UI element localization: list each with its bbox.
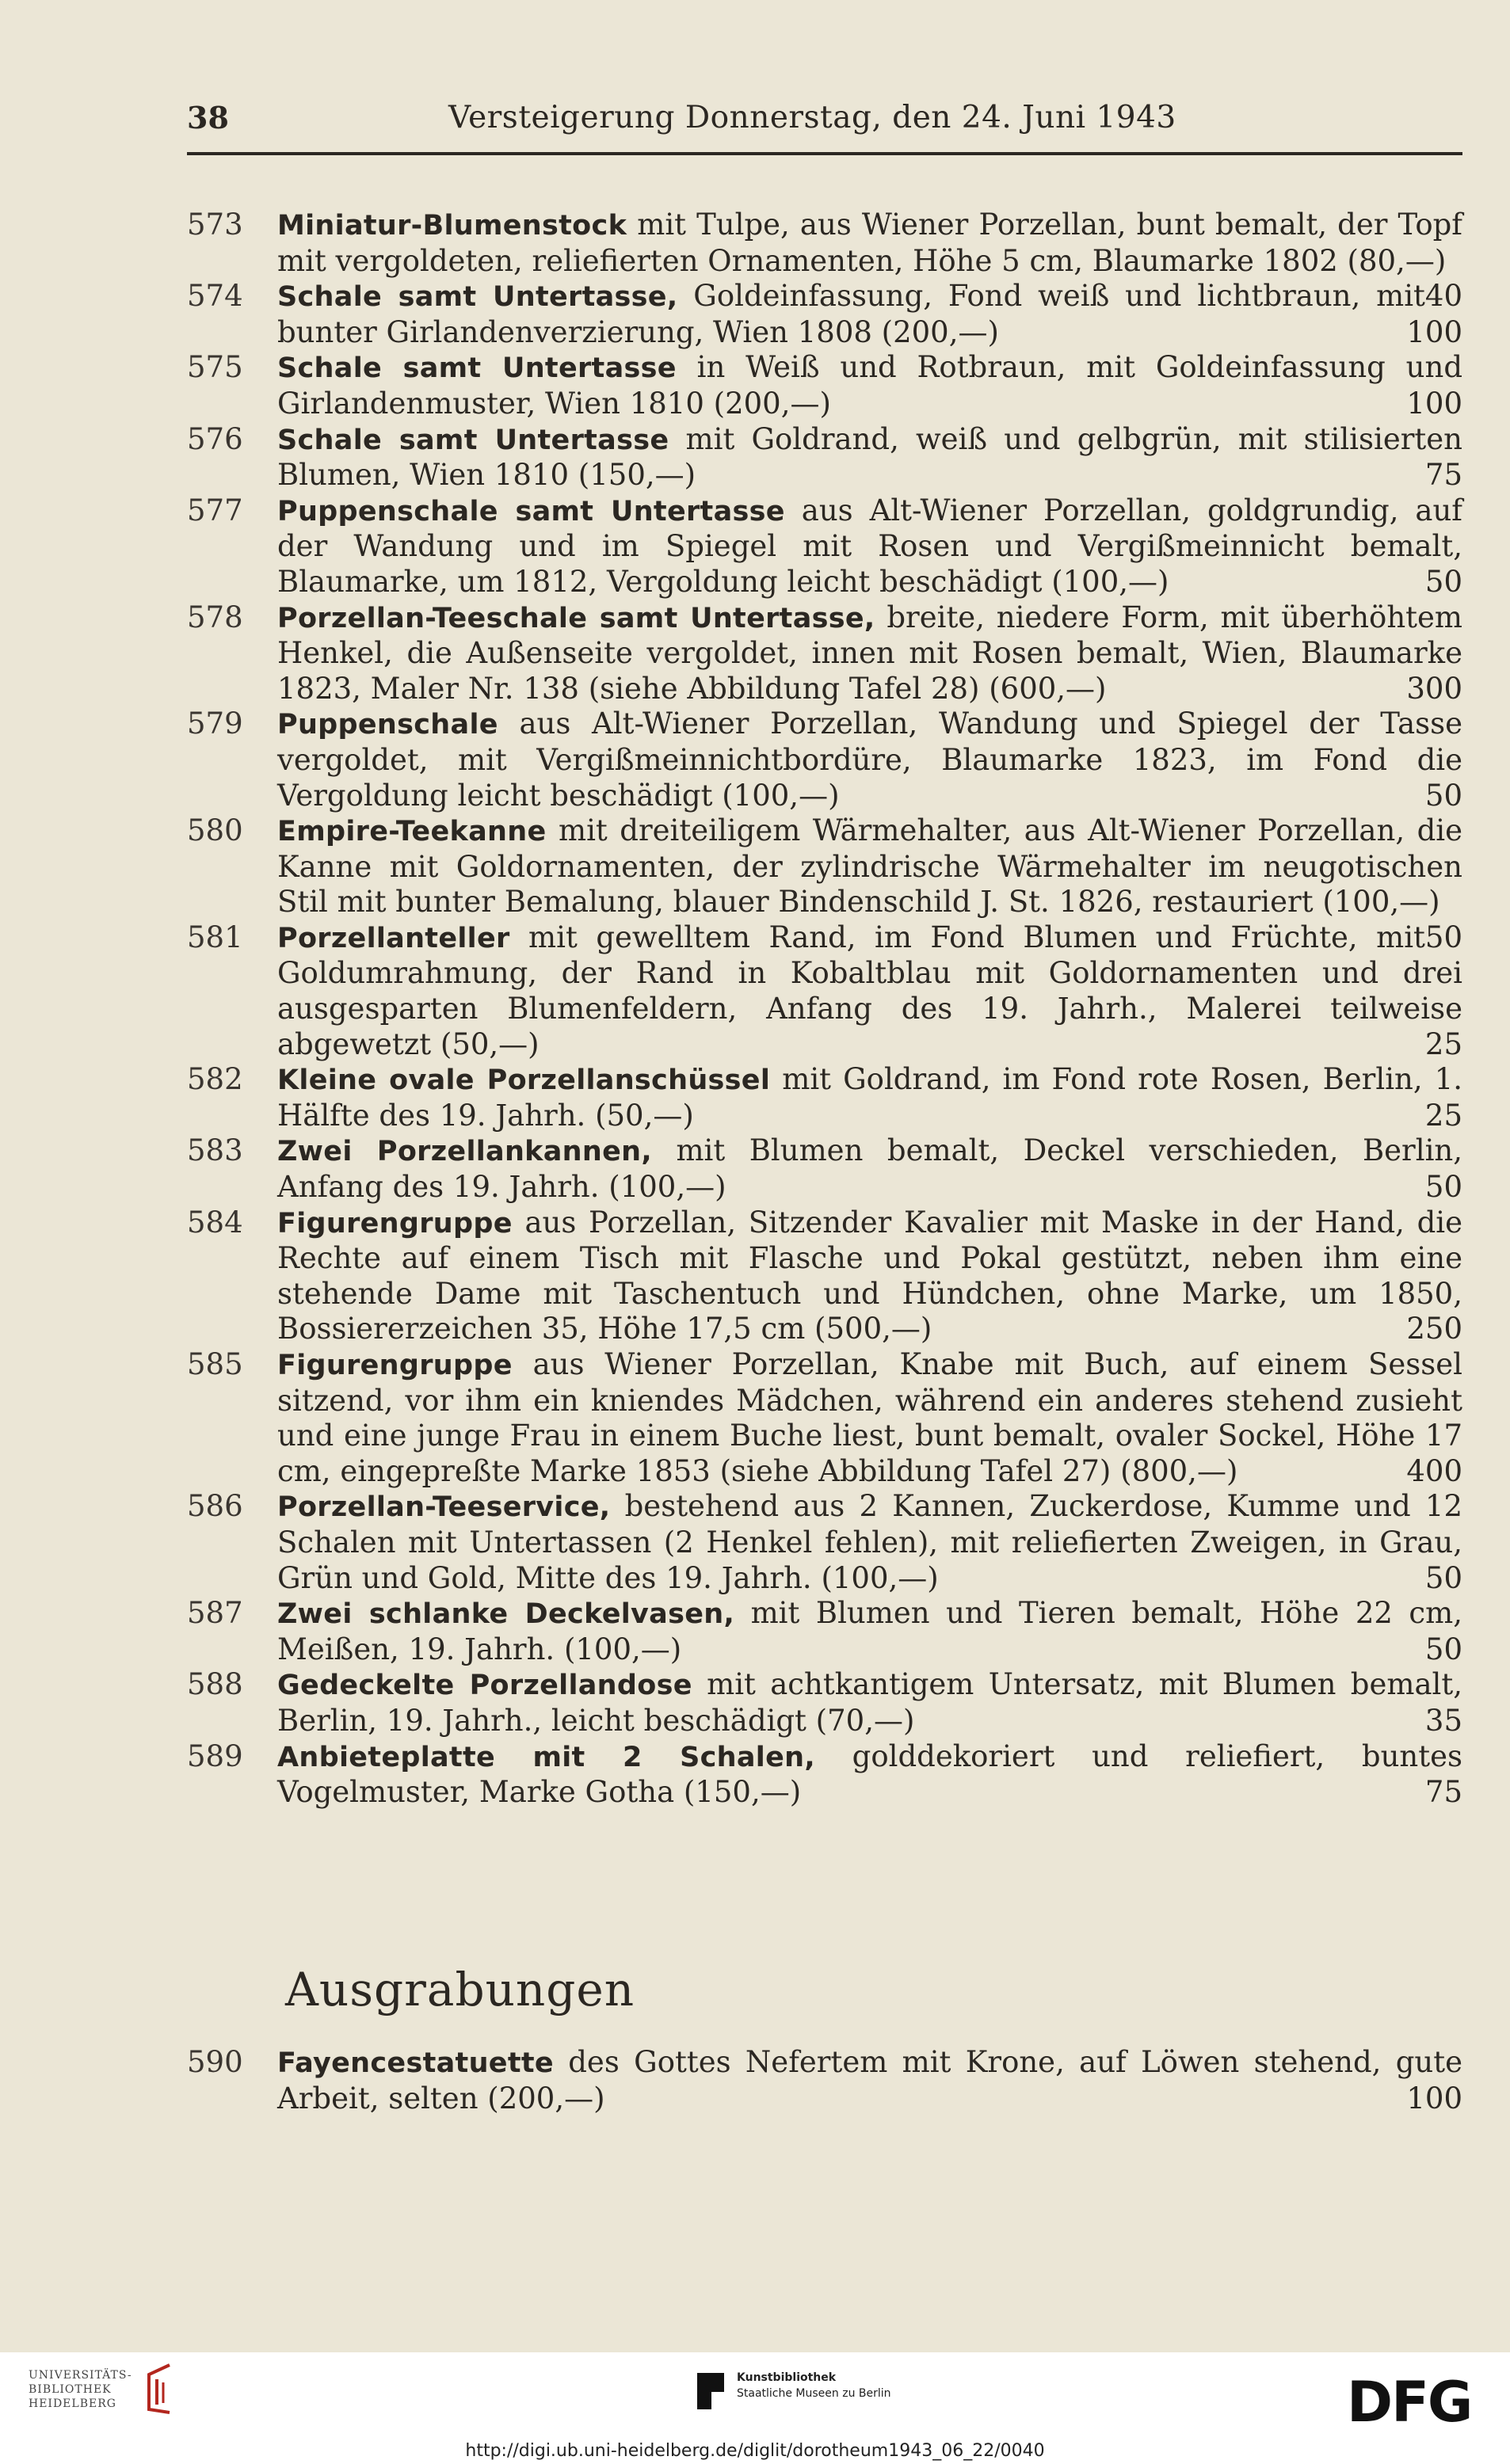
lot-title: Kleine ovale Porzellanschüssel: [277, 1064, 771, 1097]
lot-number: 576: [187, 421, 243, 456]
lot-price: 25: [1424, 1026, 1462, 1061]
lot-price: 50: [1424, 1632, 1462, 1666]
lot-description: aus Wiener Porzellan, Knabe mit Buch, auf einem Sessel sitzend, vor ihm ein kniendes Mädchen, während ein anderes stehend zusieht und eine junge Frau in einem Buche liest, bunt bemalt, ovaler Sockel, Höhe 17 cm, eingepreßte Marke 1853 (siehe Abbildung Tafel 27) (800,—): [277, 1347, 1462, 1488]
lot-description: aus Porzellan, Sitzender Kavalier mit Maske in der Hand, die Rechte auf einem Tisch mit Flasche und Pokal gestützt, neben ihm eine stehende Dame mit Taschentuch und Hündchen, ohne Marke, um 1850, Bossiererzeichen 35, Höhe 17,5 cm (500,—): [277, 1205, 1462, 1346]
lot-number: 577: [187, 493, 243, 527]
lot-number: 574: [187, 279, 243, 314]
lot-entry: [187, 1667, 1462, 1739]
lot-number: 588: [187, 1667, 243, 1702]
lot-price: 25: [1424, 1098, 1462, 1133]
lot-title: Zwei schlanke Deckelvasen,: [277, 1598, 735, 1631]
lot-number: 584: [187, 1205, 243, 1240]
ub-heidelberg-line: HEIDELBERG: [29, 2397, 116, 2410]
lot-price: 75: [1424, 1775, 1462, 1810]
lot-price: 50: [1424, 1560, 1462, 1595]
lot-description: mit achtkantigem Untersatz, mit Blumen bemalt, Berlin, 19. Jahrh., leicht beschädigt (70,—): [277, 1667, 1462, 1738]
lot-title: Puppenschale: [277, 709, 498, 741]
lot-entry: [187, 2045, 1462, 2116]
lot-entry: [187, 706, 1462, 813]
permalink[interactable]: http://digi.ub.uni-heidelberg.de/diglit/dorotheum1943_06_22/0040: [465, 2441, 1045, 2461]
lot-description: mit Goldrand, im Fond rote Rosen, Berlin, 1. Hälfte des 19. Jahrh. (50,—): [277, 1062, 1462, 1133]
lot-title: Puppenschale samt Untertasse: [277, 495, 785, 527]
lot-title: Anbieteplatte mit 2 Schalen,: [277, 1741, 815, 1773]
lot-number: 578: [187, 600, 243, 634]
kunstbibliothek-logo-icon: [697, 2373, 724, 2409]
lot-price: 400: [1406, 1453, 1462, 1488]
lot-title: Gedeckelte Porzellandose: [277, 1670, 692, 1702]
lot-title: Miniatur-Blumenstock: [277, 210, 627, 242]
lot-number: 587: [187, 1596, 243, 1631]
lot-title: Porzellanteller: [277, 922, 510, 954]
lot-number: 579: [187, 706, 243, 741]
lot-entry: [187, 1133, 1462, 1205]
lot-description: mit Blumen und Tieren bemalt, Höhe 22 cm, Meißen, 19. Jahrh. (100,—): [277, 1596, 1462, 1666]
lot-entry: [187, 920, 1462, 1062]
lot-price: 50: [1424, 778, 1462, 813]
kunstbibliothek-subtitle: Staatliche Museen zu Berlin: [737, 2387, 891, 2400]
lot-number: 590: [187, 2045, 243, 2079]
lot-number: 575: [187, 350, 243, 385]
lot-list: [187, 208, 1462, 1811]
lot-description: Goldeinfassung, Fond weiß und lichtbraun, mit bunter Girlandenverzierung, Wien 1808 (200,—): [277, 279, 1425, 349]
ub-heidelberg-line: BIBLIOTHEK: [29, 2383, 112, 2396]
lot-title: Empire-Teekanne: [277, 816, 547, 848]
lot-title: Schale samt Untertasse,: [277, 281, 678, 314]
lot-description: aus Alt-Wiener Porzellan, Wandung und Spiegel der Tasse vergoldet, mit Vergißmeinnichtbordüre, Blaumarke 1823, im Fond die Vergoldung leicht beschädigt (100,—): [277, 706, 1462, 813]
lot-price: 40: [1424, 279, 1462, 314]
page-number: 38: [187, 100, 229, 135]
lot-entry: [187, 1062, 1462, 1133]
lot-description: bestehend aus 2 Kannen, Zuckerdose, Kumme und 12 Schalen mit Untertassen (2 Henkel fehlen), mit reliefierten Zweigen, in Grau, Grün und Gold, Mitte des 19. Jahrh. (100,—): [277, 1489, 1462, 1595]
lot-number: 582: [187, 1062, 243, 1097]
lot-price: 250: [1406, 1312, 1462, 1346]
lot-description: mit Tulpe, aus Wiener Porzellan, bunt bemalt, der Topf mit vergoldeten, reliefierten Ornamenten, Höhe 5 cm, Blaumarke 1802 (80,—): [277, 208, 1462, 278]
lot-entry: [187, 1596, 1462, 1667]
lot-entry: [187, 493, 1462, 600]
lot-title: Schale samt Untertasse: [277, 352, 677, 385]
lot-description: mit gewelltem Rand, im Fond Blumen und Früchte, mit Goldumrahmung, der Rand in Kobaltblau mit Goldornamenten und drei ausgesparten Blumenfeldern, Anfang des 19. Jahrh., Malerei teilweise abgewetzt (50,—): [277, 920, 1462, 1061]
lot-entry: [187, 350, 1462, 421]
lot-price: 50: [1424, 1170, 1462, 1205]
lot-entry: [187, 279, 1462, 350]
lot-entry: [187, 600, 1462, 707]
lot-entry: [187, 1205, 1462, 1347]
digitization-footer: [0, 2352, 1510, 2464]
lot-title: Schale samt Untertasse: [277, 424, 669, 456]
lot-price: 100: [1406, 386, 1462, 421]
lot-price: 100: [1406, 2081, 1462, 2116]
lot-description: aus Alt-Wiener Porzellan, goldgrundig, auf der Wandung und im Spiegel mit Rosen und Vergißmeinnicht bemalt, Blaumarke, um 1812, Vergoldung leicht beschädigt (100,—): [277, 493, 1463, 599]
lot-number: 580: [187, 813, 243, 848]
ub-heidelberg-logo-icon: [138, 2360, 177, 2417]
lot-entry: [187, 1347, 1462, 1489]
ub-heidelberg-line: UNIVERSITÄTS-: [29, 2369, 132, 2382]
lot-number: 585: [187, 1347, 243, 1381]
lot-title: Figurengruppe: [277, 1207, 513, 1240]
lot-number: 573: [187, 208, 243, 242]
lot-description: des Gottes Nefertem mit Krone, auf Löwen stehend, gute Arbeit, selten (200,—): [277, 2045, 1462, 2116]
lot-title: Porzellan-Teeservice,: [277, 1491, 611, 1524]
ub-heidelberg-label: [29, 2368, 132, 2411]
lot-description: in Weiß und Rotbraun, mit Goldeinfassung und Girlandenmuster, Wien 1810 (200,—): [277, 350, 1462, 421]
lot-number: 589: [187, 1739, 243, 1773]
lot-entry: [187, 422, 1462, 493]
page-header: [187, 100, 1462, 147]
lot-title: Fayencestatuette: [277, 2047, 554, 2079]
kunstbibliothek-name: Kunstbibliothek: [737, 2371, 837, 2384]
lot-price: 300: [1406, 671, 1462, 706]
lot-number: 586: [187, 1489, 243, 1524]
kunstbibliothek-label: [737, 2370, 891, 2401]
header-rule: [187, 152, 1462, 155]
lot-price: 50: [1424, 564, 1462, 599]
lot-price: 100: [1406, 314, 1462, 349]
lot-description: breite, niedere Form, mit überhöhtem Henkel, die Außenseite vergoldet, innen mit Rosen bemalt, Wien, Blaumarke 1823, Maler Nr. 138 (siehe Abbildung Tafel 28) (600,—): [277, 600, 1463, 706]
running-head: Versteigerung Donnerstag, den 24. Juni 1943: [448, 100, 1176, 135]
lot-entry: [187, 1739, 1462, 1811]
section-heading: Ausgrabungen: [285, 1963, 635, 2017]
lot-price: 50: [1424, 920, 1462, 954]
lot-number: 581: [187, 920, 243, 954]
lot-price: 75: [1424, 458, 1462, 493]
lot-title: Figurengruppe: [277, 1350, 513, 1381]
lot-description: mit Blumen bemalt, Deckel verschieden, Berlin, Anfang des 19. Jahrh. (100,—): [277, 1133, 1462, 1205]
lot-description: mit dreiteiligem Wärmehalter, aus Alt-Wiener Porzellan, die Kanne mit Goldornamenten, der zylindrische Wärmehalter im neugotischen Stil mit bunter Bemalung, blauer Bindenschild J. St. 1826, restauriert (100,—): [277, 813, 1462, 920]
lot-number: 583: [187, 1133, 243, 1168]
lot-title: Porzellan-Teeschale samt Untertasse,: [277, 602, 875, 634]
lot-price: 35: [1424, 1703, 1462, 1738]
lot-entry: [187, 1489, 1462, 1596]
lot-description: golddekoriert und reliefiert, buntes Vogelmuster, Marke Gotha (150,—): [277, 1739, 1462, 1810]
lot-description: mit Goldrand, weiß und gelbgrün, mit stilisierten Blumen, Wien 1810 (150,—): [277, 421, 1463, 493]
dfg-logo: DFG: [1347, 2370, 1472, 2435]
lot-title: Zwei Porzellankannen,: [277, 1136, 652, 1168]
